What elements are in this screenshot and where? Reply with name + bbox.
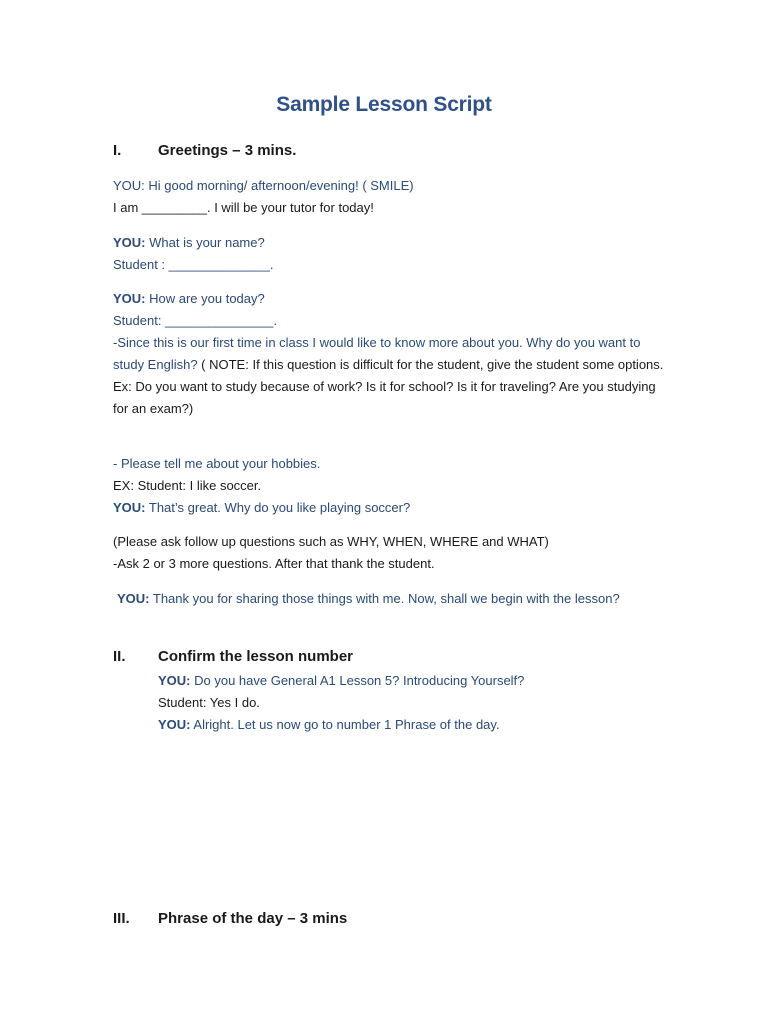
section-heading-confirm xyxy=(113,648,353,665)
speaker-label: YOU: xyxy=(158,717,191,732)
greeting-text: Hi good morning/ afternoon/evening! ( SMILE) xyxy=(144,178,414,193)
section-title: Phrase of the day – 3 mins xyxy=(158,910,348,927)
section-number: III. xyxy=(113,910,130,927)
section-title: Confirm the lesson number xyxy=(158,648,354,665)
speaker-label: YOU: xyxy=(113,500,146,515)
confirm-question-text: Do you have General A1 Lesson 5? Introducing Yourself? xyxy=(190,673,525,688)
ask-name-text: What is your name? xyxy=(145,235,265,250)
example-student-line: EX: Student: I like soccer. xyxy=(113,478,262,493)
speaker-label: YOU: xyxy=(113,291,146,306)
instruction-line: (Please ask follow up questions such as WHY, WHEN, WHERE and WHAT) xyxy=(113,534,549,549)
ask-feeling-line xyxy=(113,288,265,310)
student-name-line: Student : ______________. xyxy=(113,257,274,272)
speaker-label: YOU: xyxy=(113,178,145,193)
speaker-label: YOU: xyxy=(117,591,150,606)
speaker-label: YOU: xyxy=(158,673,191,688)
section-heading-greetings xyxy=(113,142,296,159)
greeting-line xyxy=(113,175,414,197)
why-english-note: ( NOTE: If this question is difficult for the student, give the student some options. Ex: Do you want to study because of work? Is it for school? Is it for traveling? Are you studying for an exam?) xyxy=(113,357,664,416)
confirm-question-line xyxy=(158,670,524,692)
thank-you-text: Thank you for sharing those things with me. Now, shall we begin with the lesson? xyxy=(149,591,620,606)
instruction-line-2: -Ask 2 or 3 more questions. After that thank the student. xyxy=(113,556,435,571)
confirm-next-line xyxy=(158,714,500,736)
page-title: Sample Lesson Script xyxy=(276,93,492,116)
section-heading-phrase xyxy=(113,910,347,927)
ask-name-line xyxy=(113,232,265,254)
confirm-next-text: Alright. Let us now go to number 1 Phrase of the day. xyxy=(190,717,500,732)
student-feeling-line: Student: _______________. xyxy=(113,313,278,328)
hobbies-line: - Please tell me about your hobbies. xyxy=(113,456,321,471)
thank-you-line xyxy=(117,588,620,610)
speaker-label: YOU: xyxy=(113,235,146,250)
section-title: Greetings – 3 mins. xyxy=(158,142,297,159)
follow-up-line xyxy=(113,497,410,519)
ask-feeling-text: How are you today? xyxy=(145,291,265,306)
why-english-paragraph xyxy=(113,332,673,420)
section-number: I. xyxy=(113,142,122,159)
section-number: II. xyxy=(113,648,126,665)
why-english-question: -Since this is our first time in class I would like to know more about you. Why do you want to study English? xyxy=(113,335,641,372)
follow-up-text: That’s great. Why do you like playing soccer? xyxy=(145,500,411,515)
tutor-intro-line: I am _________. I will be your tutor for today! xyxy=(113,200,374,215)
student-confirm-line: Student: Yes I do. xyxy=(158,695,260,710)
